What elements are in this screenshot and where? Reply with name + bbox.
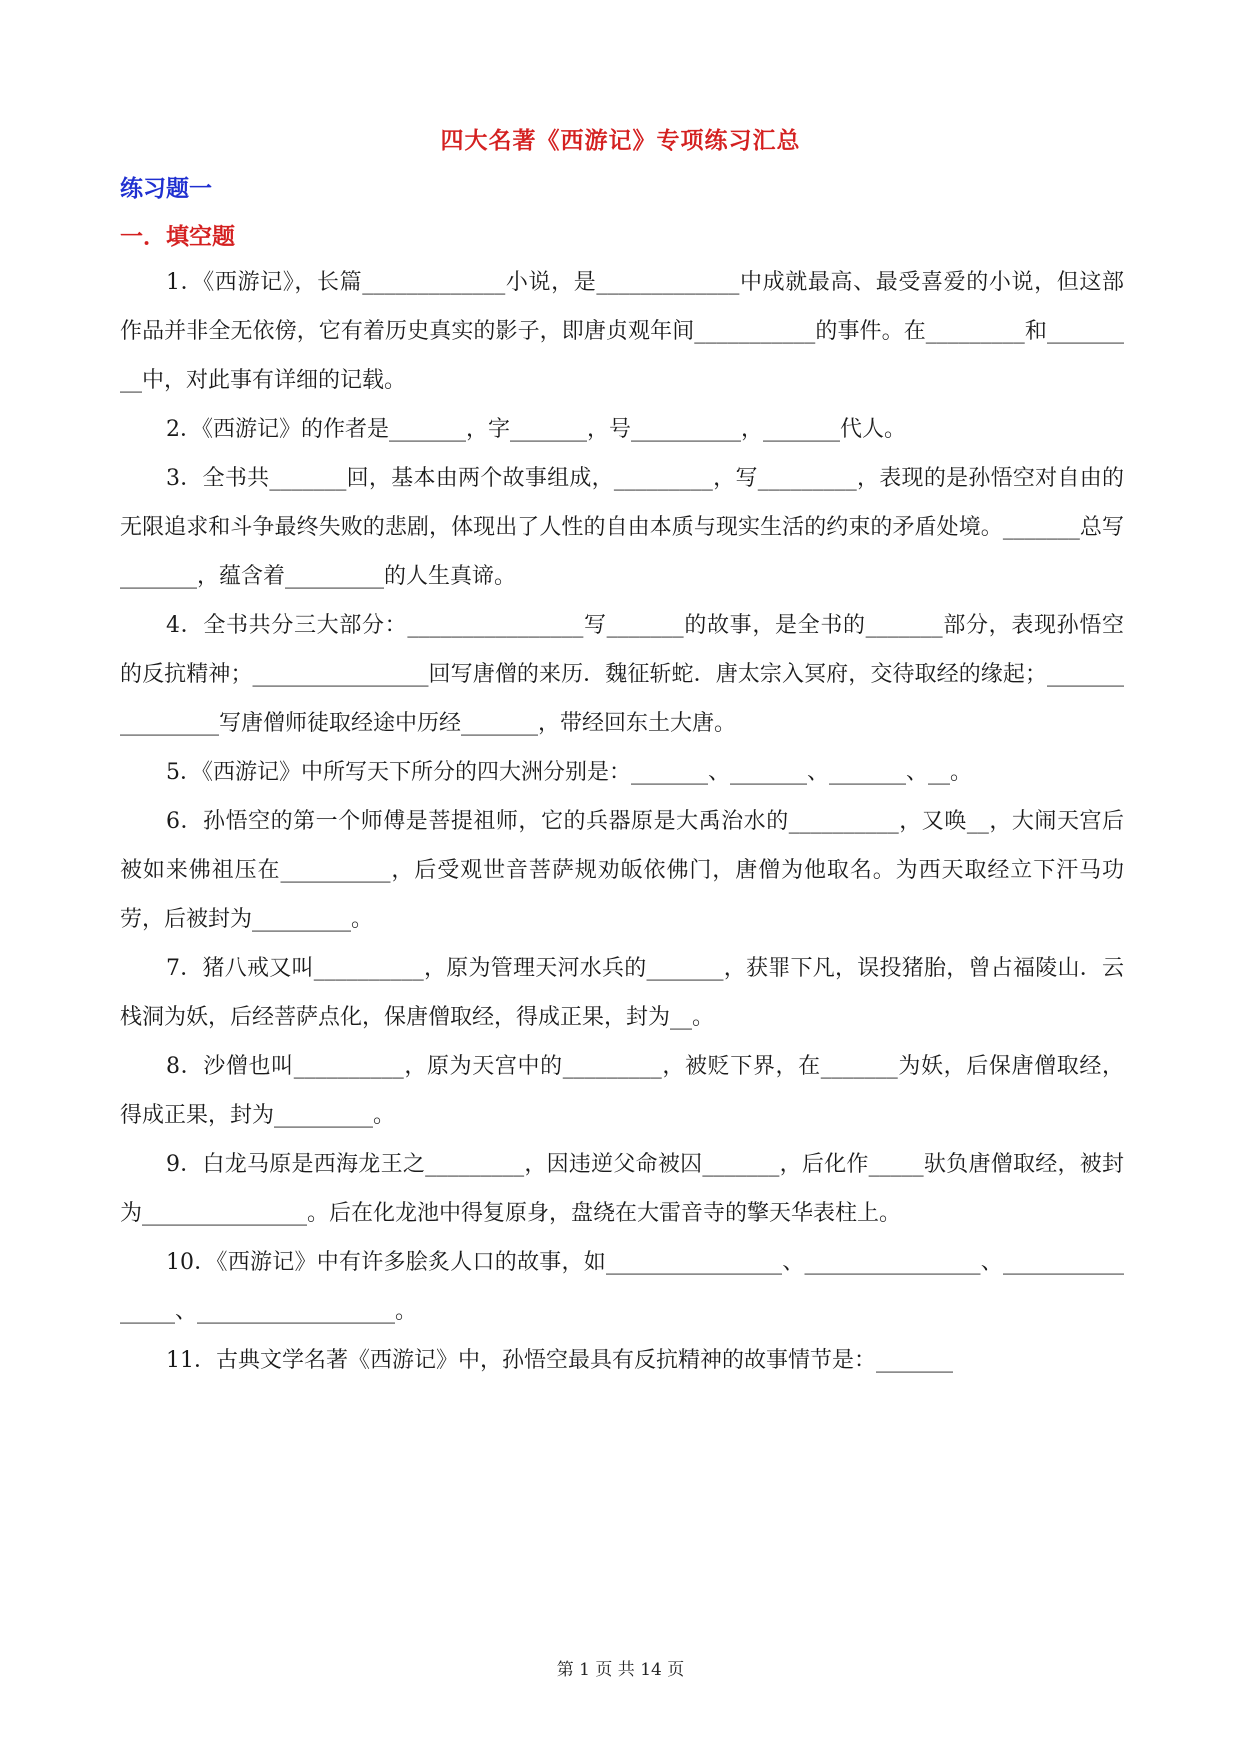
question-5: 5．《西游记》中所写天下所分的四大洲分别是：_______、_______、_______、__。 <box>166 760 972 785</box>
question-2: 2．《西游记》的作者是_______，字_______，号__________，_______代人。 <box>166 417 906 442</box>
question-1: 1．《西游记》，长篇_____________小说，是_____________中成就最高、最受喜爱的小说，但这部作品并非全无依傍，它有着历史真实的影子，即唐贞观年间___________的事件。在_________和_________中，对此事有详细的记载。 <box>120 270 1124 393</box>
section-heading: 一．填空题 <box>120 223 235 250</box>
question-7: 7．猪八戒又叫__________，原为管理天河水兵的_______，获罪下凡，误投猪胎，曾占福陵山．云栈洞为妖，后经菩萨点化，保唐僧取经，得成正果，封为__。 <box>120 956 1124 1030</box>
question-3: 3．全书共_______回，基本由两个故事组成，_________，写_________，表现的是孙悟空对自由的无限追求和斗争最终失败的悲剧，体现出了人性的自由本质与现实生活的约束的矛盾处境。_______总写_______，蕴含着_________的人生真谛。 <box>120 466 1124 589</box>
question-9: 9．白龙马原是西海龙王之_________，因违逆父命被囚_______，后化作_____驮负唐僧取经，被封为_______________。后在化龙池中得复原身，盘绕在大雷音寺的擎天华表柱上。 <box>120 1152 1124 1226</box>
question-list <box>120 258 1124 1385</box>
exercise-heading: 练习题一 <box>120 175 212 202</box>
question-8: 8．沙僧也叫__________，原为天宫中的_________，被贬下界，在_______为妖，后保唐僧取经，得成正果，封为_________。 <box>120 1054 1124 1128</box>
document-title: 四大名著《西游记》专项练习汇总 <box>440 127 801 154</box>
question-11: 11．古典文学名著《西游记》中，孙悟空最具有反抗精神的故事情节是：_______ <box>166 1348 953 1373</box>
question-4: 4．全书共分三大部分：________________写_______的故事，是全书的_______部分，表现孙悟空的反抗精神；________________回写唐僧的来历．魏征斩蛇．唐太宗入冥府，交待取经的缘起；________________写唐僧师徒取经途中历经_______，带经回东土大唐。 <box>120 613 1124 736</box>
page-footer: 第 1 页 共 14 页 <box>556 1660 685 1680</box>
question-6: 6．孙悟空的第一个师傅是菩提祖师，它的兵器原是大禹治水的__________，又唤__，大闹天宫后被如来佛祖压在__________，后受观世音菩萨规劝皈依佛门，唐僧为他取名。为西天取经立下汗马功劳，后被封为_________。 <box>120 809 1124 932</box>
question-10: 10．《西游记》中有许多脍炙人口的故事，如________________、________________、________________、__________________。 <box>120 1250 1124 1324</box>
